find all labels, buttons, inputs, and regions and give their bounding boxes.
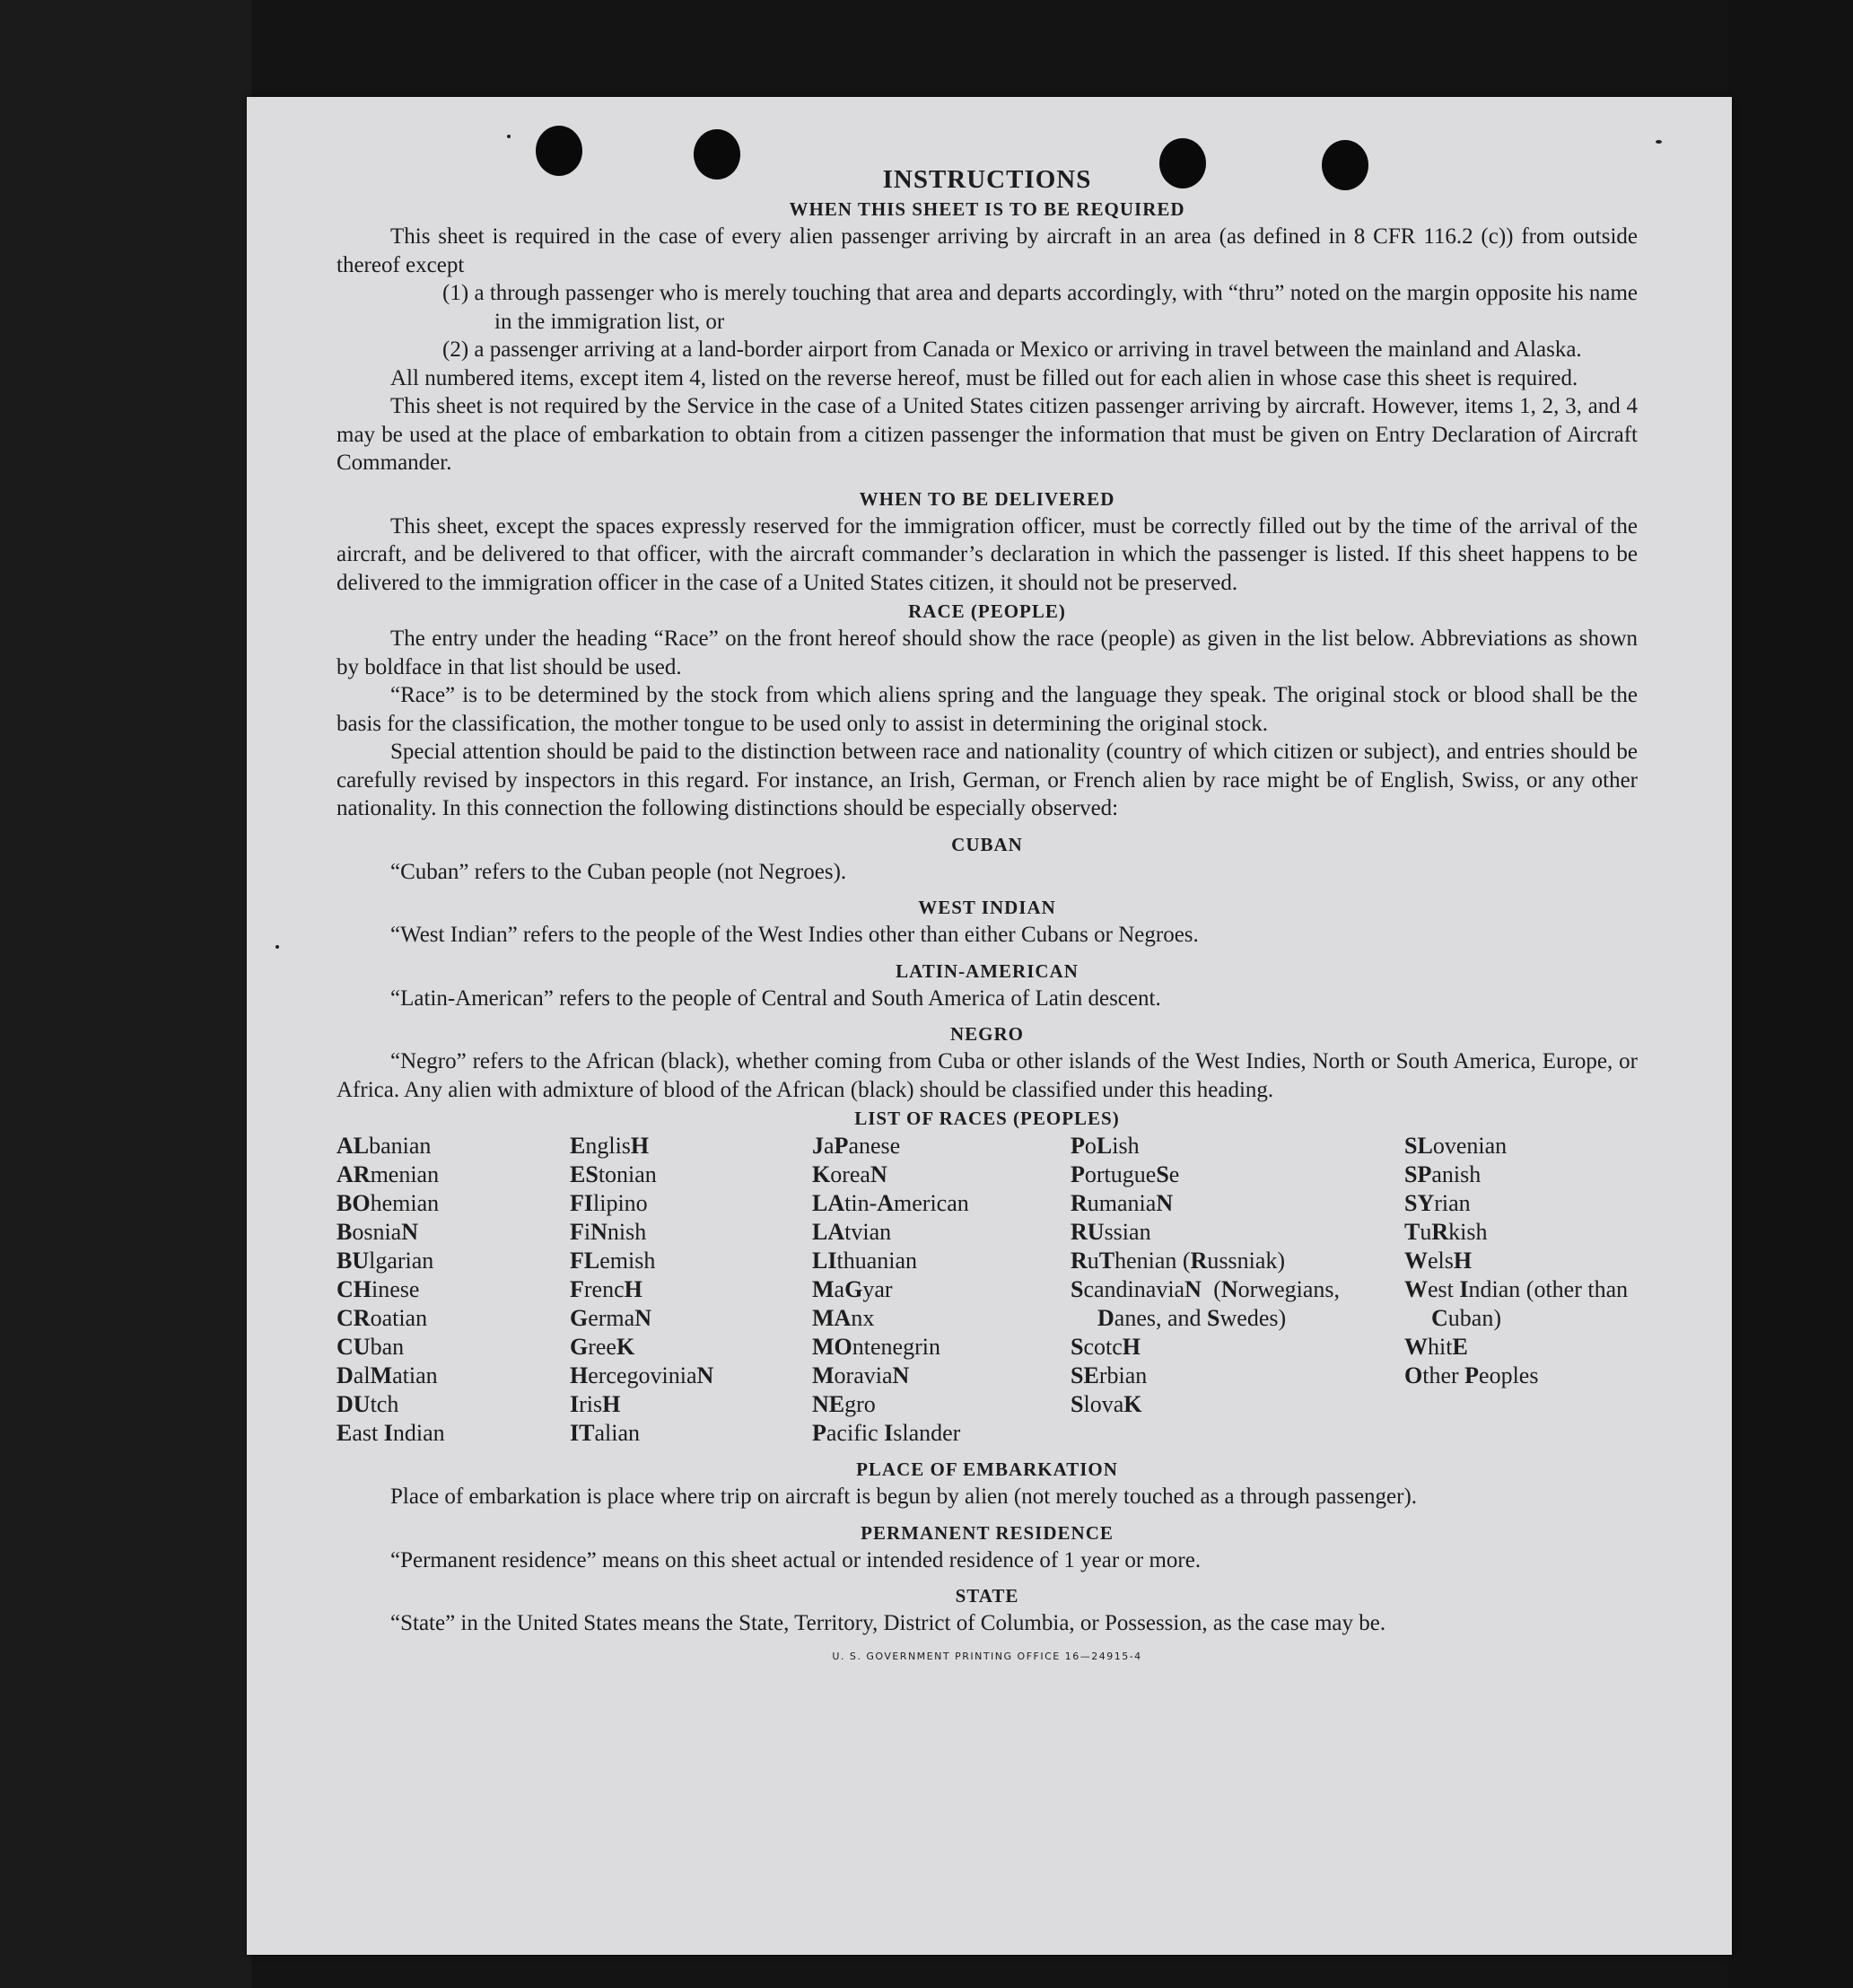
race-item: FLemish — [570, 1248, 656, 1274]
race-item: SYrian — [1404, 1190, 1471, 1216]
race-item: RUssian — [1071, 1219, 1151, 1245]
section-heading-negro: NEGRO — [949, 1023, 1024, 1045]
required-paragraph-2: All numbered items, except item 4, listed on the reverse hereof, must be filled out for each alien in whose case this sheet is required. — [390, 365, 1578, 390]
section-heading-residence: PERMANENT RESIDENCE — [861, 1521, 1114, 1544]
race-item: CHinese — [337, 1276, 420, 1302]
races-column-1 — [337, 1132, 570, 1448]
race-item: ARmenian — [337, 1161, 440, 1187]
section-heading-embarkation: PLACE OF EMBARKATION — [856, 1458, 1118, 1480]
section-heading-required: WHEN THIS SHEET IS TO BE REQUIRED — [789, 198, 1185, 220]
section-heading-delivered: WHEN TO BE DELIVERED — [859, 487, 1115, 510]
races-column-5 — [1404, 1132, 1638, 1448]
race-item: IrisH — [570, 1391, 621, 1417]
required-item-1: (1) a through passenger who is merely touching that area and departs accordingly, with “thru” noted on the margin opposite his name in the immigration list, or — [442, 281, 1638, 334]
races-column-3 — [812, 1132, 1071, 1448]
delivered-paragraph: This sheet, except the spaces expressly reserved for the immigration officer, must be correctly filled out by the time of the arrival of the aircraft, and be delivered to that officer, with the aircraft commander’s declaration in which the passenger is listed. If this sheet happens to be delivered to the immigration officer in the case of a United States citizen, it should not be preserved. — [337, 513, 1638, 595]
race-item: JaPanese — [812, 1133, 901, 1159]
race-item: PoLish — [1071, 1133, 1140, 1159]
page-title: INSTRUCTIONS — [882, 165, 1092, 194]
race-item: NEgro — [812, 1391, 876, 1417]
embarkation-paragraph: Place of embarkation is place where trip on aircraft is begun by alien (not merely touched as a through passenger). — [390, 1484, 1418, 1509]
film-border-right — [1727, 0, 1853, 1988]
dust-speck — [1656, 140, 1662, 144]
race-paragraph-1: The entry under the heading “Race” on the front hereof should show the race (people) as given in the list below. Abbreviations as shown by boldface in that list should be used. — [337, 626, 1638, 679]
required-item-2: (2) a passenger arriving at a land-border airport from Canada or Mexico or arriving in travel between the mainland and Alaska. — [442, 337, 1582, 362]
race-item: MoraviaN — [812, 1362, 910, 1388]
race-item: FIlipino — [570, 1190, 648, 1216]
races-column-4 — [1071, 1132, 1404, 1448]
required-paragraph-3: This sheet is not required by the Service in the case of a United States citizen passenger arriving by aircraft. However, items 1, 2, 3, and 4 may be used at the place of embarkation to obtain from a citizen passenger the information that must be given on Entry Declaration of Aircraft Commander. — [337, 394, 1638, 475]
race-item: RuThenian (Russniak) — [1071, 1248, 1286, 1274]
race-item: Pacific Islander — [812, 1420, 961, 1446]
race-item: SLovenian — [1404, 1133, 1508, 1159]
negro-paragraph: “Negro” refers to the African (black), whether coming from Cuba or other islands of the West Indies, North or South America, Europe, or Africa. Any alien with admixture of blood of the African (black) should be classified under this heading. — [337, 1049, 1638, 1102]
race-item: LIthuanian — [812, 1248, 917, 1274]
state-paragraph: “State” in the United States means the State, Territory, District of Columbia, or Possession, as the case may be. — [390, 1611, 1386, 1635]
race-item: SErbian — [1071, 1362, 1148, 1388]
race-item: HercegoviniaN — [570, 1362, 714, 1388]
section-heading-races-list: LIST OF RACES (PEOPLES) — [854, 1108, 1120, 1129]
race-item: West Indian (other than Cuban) — [1404, 1276, 1629, 1331]
section-heading-cuban: CUBAN — [951, 833, 1023, 855]
printing-office-footer: U. S. GOVERNMENT PRINTING OFFICE 16—24915-4 — [832, 1650, 1142, 1662]
section-heading-state: STATE — [955, 1585, 1019, 1607]
race-item: RumaniaN — [1071, 1190, 1174, 1216]
race-item: DalMatian — [337, 1362, 438, 1388]
race-item: WhitE — [1404, 1334, 1468, 1360]
race-item: BosniaN — [337, 1219, 419, 1245]
film-border-left — [0, 0, 251, 1988]
races-list — [337, 1132, 1638, 1448]
race-item: ScotcH — [1071, 1334, 1141, 1360]
race-item: TuRkish — [1404, 1219, 1488, 1245]
race-item: MAnx — [812, 1305, 875, 1331]
race-item: GermaN — [570, 1305, 651, 1331]
race-paragraph-2: “Race” is to be determined by the stock from which aliens spring and the language they speak. The original stock or blood shall be the basis for the classification, the mother tongue to be used only to assist in determining the original stock. — [337, 683, 1638, 736]
race-item: LAtin-American — [812, 1190, 969, 1216]
race-item: DUtch — [337, 1391, 399, 1417]
race-item: MaGyar — [812, 1276, 893, 1302]
residence-paragraph: “Permanent residence” means on this sheet actual or intended residence of 1 year or more. — [390, 1547, 1202, 1572]
race-item: BOhemian — [337, 1190, 440, 1216]
section-heading-latin-american: LATIN-AMERICAN — [896, 959, 1079, 982]
race-item: FiNnish — [570, 1219, 647, 1245]
race-item: FrencH — [570, 1276, 642, 1302]
race-item: ITalian — [570, 1420, 640, 1446]
required-intro: This sheet is required in the case of every alien passenger arriving by aircraft in an area (as defined in 8 CFR 116.2 (c)) from outside thereof except — [337, 224, 1638, 277]
race-item: ScandinaviaN (Norwegians, Danes, and Swedes) — [1071, 1276, 1340, 1331]
race-item: CRoatian — [337, 1305, 428, 1331]
race-item: KoreaN — [812, 1161, 887, 1187]
race-paragraph-3: Special attention should be paid to the distinction between race and nationality (country of which citizen or subject), and entries should be carefully revised by inspectors in this regard. For instance, an Irish, German, or French alien by race might be of English, Swiss, or any other nationality. In this connection the following distinctions should be especially observed: — [337, 740, 1638, 820]
race-item: ALbanian — [337, 1133, 432, 1159]
race-item: CUban — [337, 1334, 405, 1360]
race-item: MOntenegrin — [812, 1334, 940, 1360]
race-item: EnglisH — [570, 1133, 650, 1159]
race-item: East Indian — [337, 1420, 445, 1446]
dust-speck — [507, 135, 511, 138]
races-column-2 — [570, 1132, 812, 1448]
race-item: EStonian — [570, 1161, 657, 1187]
race-item: BUlgarian — [337, 1248, 434, 1274]
instructions-content — [337, 165, 1638, 1662]
race-item: GreeK — [570, 1334, 635, 1360]
race-item: SlovaK — [1071, 1391, 1142, 1417]
race-item: Other Peoples — [1404, 1362, 1539, 1388]
race-item: WelsH — [1404, 1248, 1473, 1274]
race-item: PortugueSe — [1071, 1161, 1180, 1187]
west-indian-paragraph: “West Indian” refers to the people of the West Indies other than either Cubans or Negroes. — [390, 923, 1199, 947]
section-heading-race: RACE (PEOPLE) — [908, 600, 1066, 622]
race-item: SPanish — [1404, 1161, 1482, 1187]
document-sheet — [247, 97, 1732, 1955]
latin-american-paragraph: “Latin-American” refers to the people of Central and South America of Latin descent. — [390, 985, 1161, 1011]
section-heading-west-indian: WEST INDIAN — [918, 897, 1056, 918]
race-item: LAtvian — [812, 1219, 892, 1245]
dust-speck — [275, 945, 279, 949]
cuban-paragraph: “Cuban” refers to the Cuban people (not Negroes). — [390, 859, 847, 884]
